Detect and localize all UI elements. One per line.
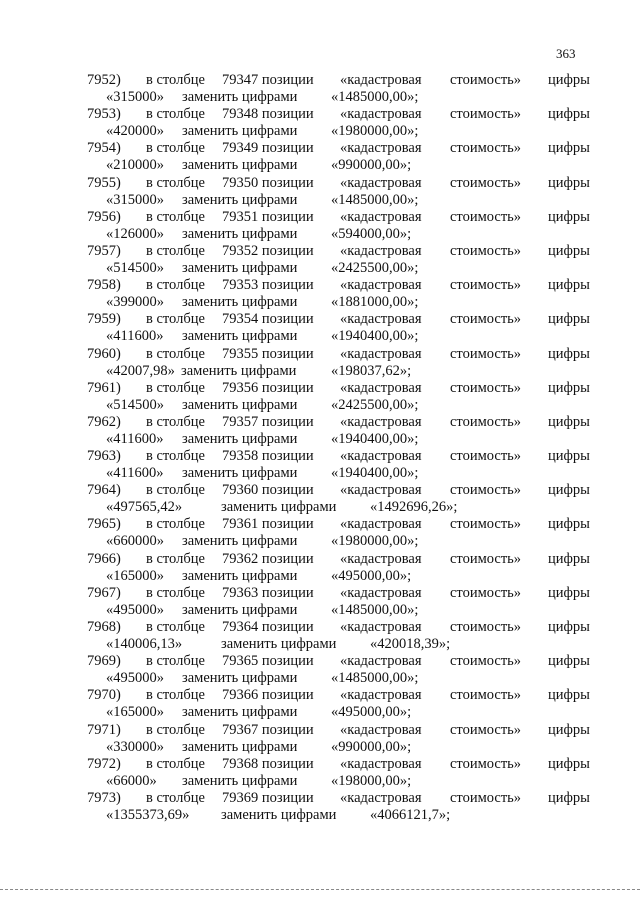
position-word: позиции [261,584,314,601]
amendment-item [0,140,640,174]
new-value: «495000,00»; [331,567,412,584]
cadastral-word: «кадастровая [340,653,422,670]
digits-word: цифры [548,106,590,123]
column-number: 79363 [222,584,259,601]
digits-word: цифры [548,584,590,601]
in-column-text: в столбце [146,755,205,772]
old-value: «411600» [106,465,164,482]
replace-text: заменить цифрами [182,772,298,789]
new-value: «198000,00»; [331,772,412,789]
amendment-item [0,346,640,380]
in-column-text: в столбце [146,721,205,738]
replace-text: заменить цифрами [221,499,337,516]
old-value: «42007,98» [106,362,175,379]
replace-text: заменить цифрами [182,225,298,242]
column-position [222,209,314,226]
amendment-item [0,585,640,619]
position-word: позиции [261,687,314,704]
digits-word: цифры [548,482,590,499]
column-position [222,653,314,670]
digits-word: цифры [548,755,590,772]
old-value: «495000» [106,670,164,687]
column-position [222,619,314,636]
old-value: «165000» [106,704,164,721]
item-number: 7973) [87,789,121,806]
amendment-item [0,756,640,790]
position-word: позиции [261,140,314,157]
in-column-text: в столбце [146,208,205,225]
item-number: 7966) [87,550,121,567]
replace-text: заменить цифрами [182,396,298,413]
item-number: 7952) [87,72,121,88]
in-column-text: в столбце [146,516,205,533]
old-value: «330000» [106,738,164,755]
amendment-list [0,72,640,824]
in-column-text: в столбце [146,242,205,259]
position-word: позиции [261,106,314,123]
column-position [222,790,314,807]
value-word: стоимость» [450,653,522,670]
cadastral-word: «кадастровая [340,789,422,806]
item-number: 7964) [87,482,121,499]
replace-text: заменить цифрами [181,362,297,379]
old-value: «497565,42» [106,499,183,516]
column-number: 79361 [222,516,259,533]
in-column-text: в столбце [146,789,205,806]
position-word: позиции [261,482,314,499]
digits-word: цифры [548,140,590,157]
column-position [222,414,314,431]
replace-text: заменить цифрами [221,636,337,652]
column-number: 79353 [222,277,259,294]
item-number: 7953) [87,106,121,123]
value-word: стоимость» [450,482,522,499]
digits-word: цифры [548,208,590,225]
cadastral-word: «кадастровая [340,550,422,567]
position-word: позиции [261,619,314,635]
position-word: позиции [261,653,314,670]
old-value: «495000» [106,601,164,618]
item-number: 7958) [87,277,121,294]
item-number: 7957) [87,242,121,259]
replace-text: заменить цифрами [182,259,298,276]
replace-text: заменить цифрами [182,89,298,105]
column-position [222,72,314,89]
position-word: позиции [261,448,314,465]
new-value: «2425500,00»; [331,396,419,413]
new-value: «198037,62»; [331,362,412,379]
cadastral-word: «кадастровая [340,106,422,123]
replace-text: заменить цифрами [182,704,298,721]
old-value: «210000» [106,157,164,174]
digits-word: цифры [548,242,590,259]
column-position [222,722,314,739]
new-value: «1980000,00»; [331,123,419,140]
in-column-text: в столбце [146,550,205,567]
amendment-item [0,209,640,243]
cadastral-word: «кадастровая [340,242,422,259]
old-value: «411600» [106,328,164,345]
amendment-item [0,448,640,482]
value-word: стоимость» [450,721,522,738]
digits-word: цифры [548,311,590,328]
amendment-item [0,72,640,106]
column-number: 79356 [222,379,259,396]
replace-text: заменить цифрами [182,157,298,174]
position-word: позиции [261,516,314,533]
amendment-item [0,311,640,345]
item-number: 7967) [87,584,121,601]
cadastral-word: «кадастровая [340,345,422,362]
old-value: «420000» [106,123,164,140]
in-column-text: в столбце [146,277,205,294]
cadastral-word: «кадастровая [340,619,422,635]
amendment-item [0,175,640,209]
old-value: «126000» [106,225,164,242]
amendment-item [0,414,640,448]
new-value: «1940400,00»; [331,328,419,345]
column-number: 79364 [222,619,259,635]
amendment-item [0,516,640,550]
column-number: 79365 [222,653,259,670]
column-number: 79347 [222,72,259,88]
value-word: стоимость» [450,448,522,465]
old-value: «315000» [106,89,164,105]
column-position [222,687,314,704]
cadastral-word: «кадастровая [340,413,422,430]
old-value: «140006,13» [106,636,183,652]
column-position [222,346,314,363]
column-number: 79366 [222,687,259,704]
value-word: стоимость» [450,379,522,396]
amendment-item [0,243,640,277]
new-value: «594000,00»; [331,225,412,242]
digits-word: цифры [548,687,590,704]
cadastral-word: «кадастровая [340,584,422,601]
column-position [222,140,314,157]
item-number: 7954) [87,140,121,157]
amendment-item [0,722,640,756]
cadastral-word: «кадастровая [340,721,422,738]
value-word: стоимость» [450,242,522,259]
value-word: стоимость» [450,106,522,123]
replace-text: заменить цифрами [182,123,298,140]
cadastral-word: «кадастровая [340,140,422,157]
digits-word: цифры [548,379,590,396]
in-column-text: в столбце [146,448,205,465]
new-value: «2425500,00»; [331,259,419,276]
amendment-item [0,653,640,687]
column-number: 79369 [222,789,259,806]
position-word: позиции [261,789,314,806]
cadastral-word: «кадастровая [340,311,422,328]
new-value: «495000,00»; [331,704,412,721]
cadastral-word: «кадастровая [340,208,422,225]
item-number: 7956) [87,208,121,225]
value-word: стоимость» [450,789,522,806]
value-word: стоимость» [450,687,522,704]
new-value: «990000,00»; [331,738,412,755]
cadastral-word: «кадастровая [340,755,422,772]
in-column-text: в столбце [146,72,205,88]
cadastral-word: «кадастровая [340,516,422,533]
column-position [222,448,314,465]
digits-word: цифры [548,619,590,635]
column-position [222,516,314,533]
value-word: стоимость» [450,584,522,601]
amendment-item [0,277,640,311]
column-number: 79349 [222,140,259,157]
item-number: 7959) [87,311,121,328]
in-column-text: в столбце [146,653,205,670]
digits-word: цифры [548,174,590,191]
position-word: позиции [261,345,314,362]
replace-text: заменить цифрами [182,601,298,618]
cadastral-word: «кадастровая [340,482,422,499]
item-number: 7969) [87,653,121,670]
in-column-text: в столбце [146,311,205,328]
new-value: «1485000,00»; [331,89,419,105]
column-position [222,482,314,499]
new-value: «1980000,00»; [331,533,419,550]
column-number: 79350 [222,174,259,191]
item-number: 7965) [87,516,121,533]
digits-word: цифры [548,721,590,738]
page-bottom-rule [0,889,640,890]
position-word: позиции [261,550,314,567]
position-word: позиции [261,242,314,259]
digits-word: цифры [548,413,590,430]
value-word: стоимость» [450,550,522,567]
item-number: 7962) [87,413,121,430]
replace-text: заменить цифрами [182,465,298,482]
in-column-text: в столбце [146,413,205,430]
digits-word: цифры [548,653,590,670]
value-word: стоимость» [450,619,522,635]
value-word: стоимость» [450,755,522,772]
old-value: «315000» [106,191,164,208]
position-word: позиции [261,72,314,88]
column-number: 79355 [222,345,259,362]
new-value: «1492696,26»; [370,499,458,516]
digits-word: цифры [548,345,590,362]
column-position [222,277,314,294]
amendment-item [0,380,640,414]
column-number: 79358 [222,448,259,465]
value-word: стоимость» [450,140,522,157]
column-position [222,311,314,328]
cadastral-word: «кадастровая [340,379,422,396]
digits-word: цифры [548,516,590,533]
column-position [222,243,314,260]
column-number: 79368 [222,755,259,772]
value-word: стоимость» [450,345,522,362]
in-column-text: в столбце [146,482,205,499]
old-value: «1355373,69» [106,806,190,823]
item-number: 7971) [87,721,121,738]
replace-text: заменить цифрами [182,738,298,755]
in-column-text: в столбце [146,619,205,635]
position-word: позиции [261,721,314,738]
new-value: «4066121,7»; [370,806,451,823]
old-value: «514500» [106,396,164,413]
digits-word: цифры [548,448,590,465]
new-value: «1940400,00»; [331,465,419,482]
replace-text: заменить цифрами [182,533,298,550]
amendment-item [0,790,640,824]
digits-word: цифры [548,550,590,567]
amendment-item [0,482,640,516]
old-value: «660000» [106,533,164,550]
new-value: «1485000,00»; [331,670,419,687]
position-word: позиции [261,277,314,294]
item-number: 7963) [87,448,121,465]
in-column-text: в столбце [146,345,205,362]
position-word: позиции [261,755,314,772]
column-number: 79362 [222,550,259,567]
new-value: «420018,39»; [370,636,451,652]
value-word: стоимость» [450,516,522,533]
column-number: 79367 [222,721,259,738]
new-value: «1485000,00»; [331,601,419,618]
position-word: позиции [261,311,314,328]
item-number: 7968) [87,619,121,635]
cadastral-word: «кадастровая [340,277,422,294]
column-position [222,551,314,568]
amendment-item [0,106,640,140]
cadastral-word: «кадастровая [340,72,422,88]
value-word: стоимость» [450,311,522,328]
digits-word: цифры [548,277,590,294]
item-number: 7972) [87,755,121,772]
in-column-text: в столбце [146,140,205,157]
new-value: «1485000,00»; [331,191,419,208]
column-position [222,756,314,773]
item-number: 7960) [87,345,121,362]
column-number: 79354 [222,311,259,328]
column-number: 79360 [222,482,259,499]
replace-text: заменить цифрами [221,806,337,823]
column-position [222,380,314,397]
column-number: 79352 [222,242,259,259]
value-word: стоимость» [450,277,522,294]
old-value: «399000» [106,294,164,311]
replace-text: заменить цифрами [182,191,298,208]
column-number: 79351 [222,208,259,225]
amendment-item [0,619,640,653]
in-column-text: в столбце [146,379,205,396]
in-column-text: в столбце [146,687,205,704]
replace-text: заменить цифрами [182,670,298,687]
column-number: 79348 [222,106,259,123]
replace-text: заменить цифрами [182,328,298,345]
item-number: 7970) [87,687,121,704]
new-value: «990000,00»; [331,157,412,174]
position-word: позиции [261,413,314,430]
replace-text: заменить цифрами [182,294,298,311]
digits-word: цифры [548,789,590,806]
value-word: стоимость» [450,72,522,88]
replace-text: заменить цифрами [182,430,298,447]
position-word: позиции [261,208,314,225]
in-column-text: в столбце [146,584,205,601]
new-value: «1940400,00»; [331,430,419,447]
amendment-item [0,551,640,585]
position-word: позиции [261,174,314,191]
item-number: 7955) [87,174,121,191]
cadastral-word: «кадастровая [340,448,422,465]
value-word: стоимость» [450,208,522,225]
digits-word: цифры [548,72,590,88]
old-value: «411600» [106,430,164,447]
item-number: 7961) [87,379,121,396]
cadastral-word: «кадастровая [340,174,422,191]
old-value: «66000» [106,772,157,789]
position-word: позиции [261,379,314,396]
replace-text: заменить цифрами [182,567,298,584]
column-position [222,585,314,602]
page-number: 363 [556,46,576,61]
column-position [222,175,314,192]
column-number: 79357 [222,413,259,430]
value-word: стоимость» [450,174,522,191]
value-word: стоимость» [450,413,522,430]
new-value: «1881000,00»; [331,294,419,311]
in-column-text: в столбце [146,106,205,123]
old-value: «514500» [106,259,164,276]
amendment-item [0,687,640,721]
old-value: «165000» [106,567,164,584]
column-position [222,106,314,123]
in-column-text: в столбце [146,174,205,191]
cadastral-word: «кадастровая [340,687,422,704]
